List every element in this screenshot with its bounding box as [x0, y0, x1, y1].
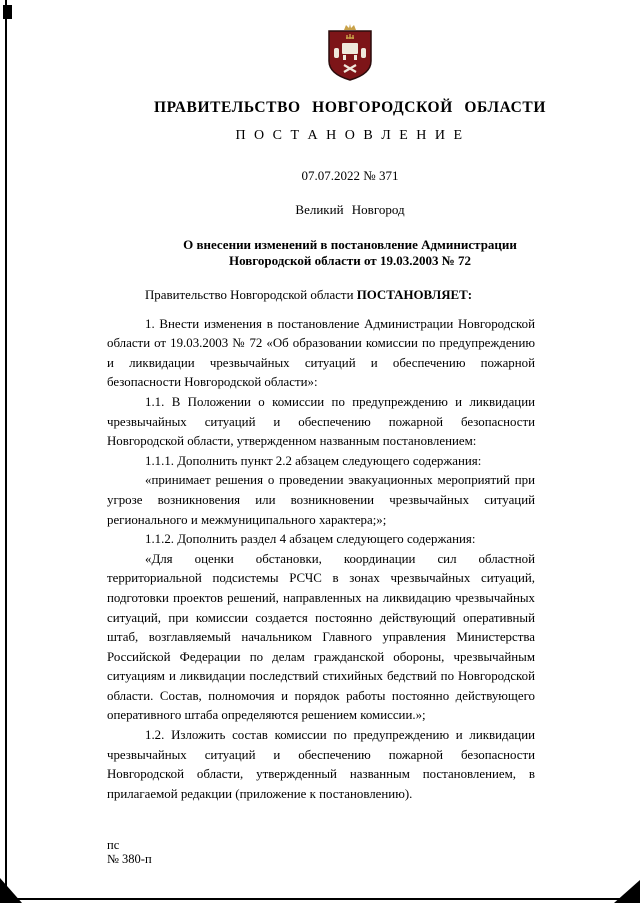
- paragraph-quote-2-2: «принимает решения о проведении эвакуационных мероприятий при угрозе возникновения или возникновении чрезвычайных ситуаций регионального и межмуниципального характера;»;: [107, 473, 535, 527]
- document-footer: [107, 838, 152, 866]
- resolution-intro: [107, 286, 535, 306]
- paragraph-1-1: 1.1. В Положении о комиссии по предупреждению и ликвидации чрезвычайных ситуаций и обеспечению пожарной безопасности Новгородской области, утвержденном названным постановлением:: [107, 394, 535, 449]
- scan-artifact-bottom-right: [614, 880, 640, 903]
- document-type-heading: П О С Т А Н О В Л Е Н И Е: [235, 128, 465, 143]
- issuing-city: Великий Новгород: [295, 202, 405, 217]
- document-header: [120, 24, 580, 269]
- paragraph-1-2: 1.2. Изложить состав комиссии по предупреждению и ликвидации чрезвычайных ситуаций и обеспечению пожарной безопасности Новгородской области, утвержденный названным постановлением, в прилагаемой редакции (приложение к постановлению).: [107, 728, 535, 801]
- date-and-number: 07.07.2022 № 371: [301, 168, 399, 183]
- document-title-line2: Новгородской области от 19.03.2003 № 72: [228, 253, 472, 268]
- scan-artifact-bottom-left: [0, 878, 22, 903]
- paragraph-1: 1. Внести изменения в постановление Администрации Новгородской области от 19.03.2003 № 72 «Об образовании комиссии по предупреждению и ликвидации чрезвычайных ситуаций и обеспечению пожарной безопасности Новгородской области»:: [107, 316, 535, 390]
- scan-artifact-left-edge: [5, 0, 7, 903]
- coat-of-arms-icon: [326, 24, 374, 87]
- paragraph-1-1-2: 1.1.2. Дополнить раздел 4 абзацем следующего содержания:: [145, 532, 476, 547]
- footer-file-number: № 380-п: [107, 852, 152, 866]
- paragraph-quote-section-4: «Для оценки обстановки, координации сил областной территориальной подсистемы РСЧС в зонах чрезвычайных ситуаций, подготовки проектов решений, направленных на ликвидацию чрезвычайных ситуаций, при комиссии создается постоянно действующий оперативный штаб, возглавляемый начальником Главного управления Министерства Российской Федерации по делам гражданской обороны, чрезвычайным ситуациям и ликвидации последствий стихийных бедствий по Новгородской области. Состав, полномочия и порядок работы постоянно действующего оперативного штаба определяются решением комиссии.»;: [107, 551, 535, 723]
- intro-keyword: ПОСТАНОВЛЯЕТ:: [356, 288, 473, 302]
- footer-initials: пс: [107, 838, 120, 852]
- document-title: [120, 237, 580, 269]
- document-body: [107, 286, 535, 804]
- org-name: ПРАВИТЕЛЬСТВО НОВГОРОДСКОЙ ОБЛАСТИ: [153, 99, 547, 116]
- paragraph-1-1-1: 1.1.1. Дополнить пункт 2.2 абзацем следующего содержания:: [145, 453, 482, 468]
- scan-artifact-top-left: [3, 5, 12, 19]
- intro-text: Правительство Новгородской области: [145, 288, 357, 302]
- scan-artifact-bottom-edge: [0, 898, 640, 900]
- document-title-line1: О внесении изменений в постановление Администрации: [183, 237, 517, 252]
